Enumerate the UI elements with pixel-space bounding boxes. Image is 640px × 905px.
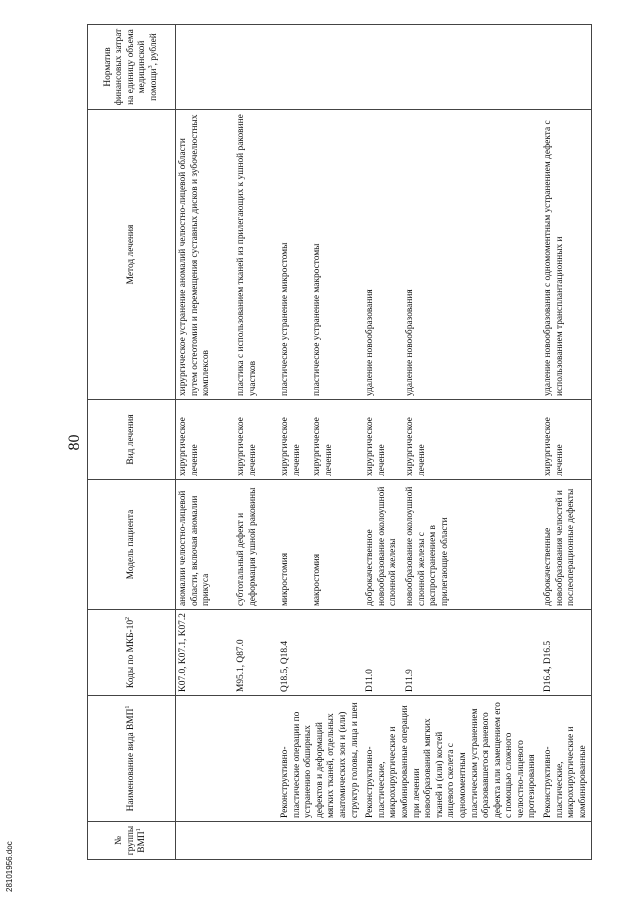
- treatment-cell: хирургическое лечение: [541, 400, 592, 480]
- method-cell: удаление новообразования удаление новообразования: [363, 110, 541, 400]
- model-cell: доброкачественные новообразования челюстей и послеоперационные дефекты: [541, 480, 592, 610]
- treatment-cell: хирургическое лечение хирургическое лечение: [278, 400, 363, 480]
- mkb-cell: Q18.5, Q18.4: [278, 610, 363, 696]
- table-row: [278, 25, 363, 860]
- table-row: [541, 25, 592, 860]
- rotated-page: [65, 25, 588, 860]
- header-treatment-type: Вид лечения: [88, 400, 176, 480]
- mkb-cell: K07.0, K07.1, K07.2 M95.1, Q87.0: [176, 610, 279, 696]
- header-patient-model: Модель пациента: [88, 480, 176, 610]
- vmp-name-cell: [176, 696, 279, 822]
- model-cell: аномалии челюстно-лицевой области, включая аномалии прикуса субтотальный дефект и деформация ушной раковины: [176, 480, 279, 610]
- header-method: Метод лечения: [88, 110, 176, 400]
- header-cost-norm: Норматив финансовых затрат на единицу объема медицинской помощи$^3$, рублей: [88, 25, 176, 110]
- vmp-name-cell: Реконструктивно-пластические операции по устранению обширных дефектов и деформаций мягких тканей, отдельных анатомических зон и (или) структур головы, лица и шеи: [278, 696, 363, 822]
- header-group-no: № группы ВМП$^1$: [88, 822, 176, 860]
- model-cell: доброкачественное новообразование околоушной слюнной железы новообразование околоушной слюнной железы с распространением в прилегающие области: [363, 480, 541, 610]
- cost-cell: [363, 25, 541, 110]
- vmp-name-cell: Реконструктивно-пластические, микрохирургические и комбинированные операции при лечении новообразований мягких тканей и (или) костей лицевого скелета с одномоментным пластическим устранением образовавшегося раневого дефекта или замещением его с помощью сложного челюстно-лицевого протезирования: [363, 696, 541, 822]
- treatment-cell: хирургическое лечение хирургическое лечение: [363, 400, 541, 480]
- method-cell: хирургическое устранение аномалий челюстно-лицевой области путем остеотомии и перемещения суставных дисков и зубочелюстных комплексов пластика с использованием тканей из прилегающих к ушной раковине участков: [176, 110, 279, 400]
- vmp-table: [87, 24, 592, 860]
- method-cell: удаление новообразования с одномоментным устранением дефекта с использованием трансплантационных и: [541, 110, 592, 400]
- table-row: [176, 25, 279, 860]
- cost-cell: [278, 25, 363, 110]
- method-cell: пластическое устранение микростомы пластическое устранение макростомы: [278, 110, 363, 400]
- document-code-footer: 28101956.doc: [5, 841, 14, 892]
- table-row: [363, 25, 541, 860]
- mkb-cell: D16.4, D16.5: [541, 610, 592, 696]
- mkb-cell: D11.0 D11.9: [363, 610, 541, 696]
- model-cell: микростомия макростомия: [278, 480, 363, 610]
- treatment-cell: хирургическое лечение хирургическое лечение: [176, 400, 279, 480]
- header-vmp-name: Наименование вида ВМП$^1$: [88, 696, 176, 822]
- vmp-name-cell: Реконструктивно-пластические, микрохирургические и комбинированные: [541, 696, 592, 822]
- table-header-row: [88, 25, 176, 860]
- cost-cell: [541, 25, 592, 110]
- cost-cell: [176, 25, 279, 110]
- page-number: 80: [66, 434, 83, 451]
- header-mkb-codes: Коды по МКБ-$10^2$: [88, 610, 176, 696]
